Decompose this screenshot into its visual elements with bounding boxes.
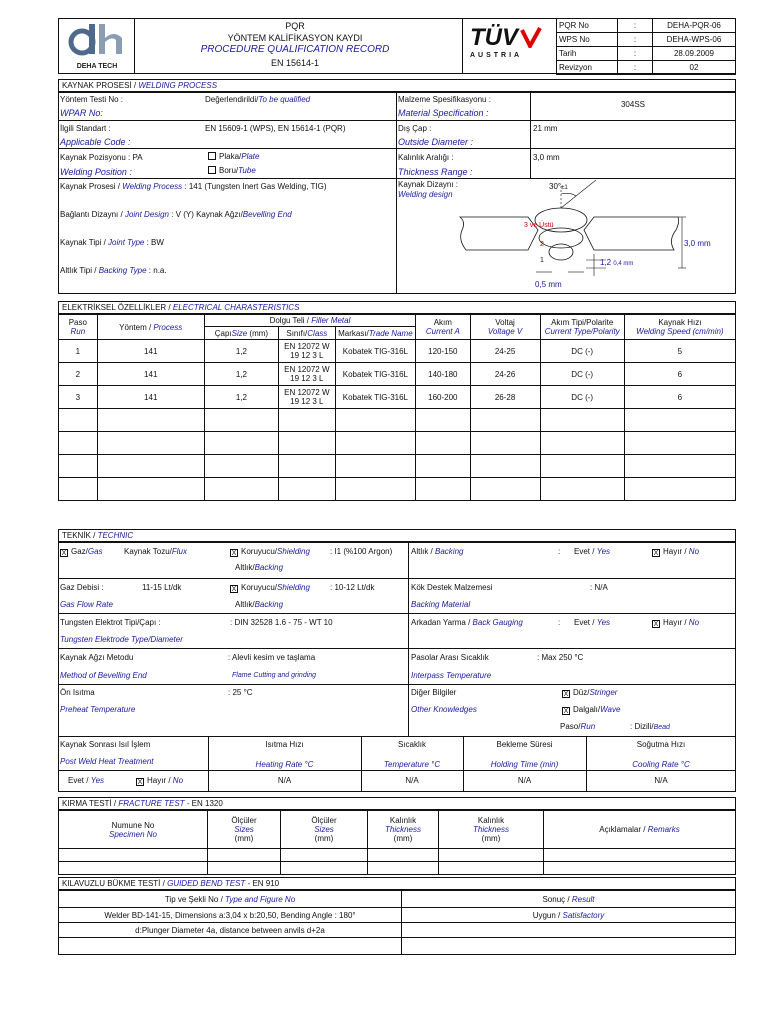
cell-run: 3 — [59, 386, 98, 409]
process-value: : 141 (Tungsten Inert Gas Welding, TIG) — [184, 182, 327, 191]
method-no-value-en: To be qualified — [258, 95, 311, 104]
heating-rate-tr: Isıtma Hızı — [265, 740, 304, 749]
cell-polarity: DC (-) — [540, 363, 624, 386]
material-label-en: Material Specification : — [398, 108, 489, 118]
col-specimen-en: Specimen No — [108, 829, 158, 839]
type-row — [60, 238, 164, 248]
bend-test-table — [58, 890, 736, 955]
cell-trade: Kobatek TIG-316L — [335, 363, 415, 386]
thickness-label-en: Thickness Range : — [398, 167, 473, 177]
cell-trade: Kobatek TIG-316L — [335, 386, 415, 409]
method-no-value — [205, 95, 310, 105]
joint-value: : V (Y) Kaynak Ağzı/ — [171, 210, 243, 219]
method-no-label: Yöntem Testi No : — [60, 95, 123, 104]
electrical-table — [58, 314, 736, 501]
meta-table — [556, 18, 736, 75]
cell-class: EN 12072 W 19 12 3 L — [278, 386, 335, 409]
section-title-tr: TEKNİK / — [62, 531, 96, 540]
cell-class: EN 12072 W 19 12 3 L — [278, 363, 335, 386]
section-title-tr: KILAVUZLU BÜKME TESTİ / — [62, 879, 165, 888]
pass-type-value-tr: : Dizili/ — [630, 722, 654, 731]
cell-process: 141 — [97, 340, 204, 363]
root-face-value: 1,2 — [600, 258, 612, 267]
pass-type-value-en: Bead — [653, 724, 670, 731]
stringer-label: Düz/ — [573, 688, 590, 697]
plate-checkbox[interactable] — [208, 152, 216, 160]
backing-gas-en: Backing — [254, 563, 284, 572]
meta-value: DEHA-WPS-06 — [653, 33, 736, 47]
preheat-value: : 25 °C — [228, 688, 253, 697]
type-label: Kaynak Tipi / — [60, 238, 106, 247]
holding-time-tr: Bekleme Süresi — [496, 740, 553, 749]
standard-label-en: Applicable Code : — [60, 137, 131, 147]
shielding-value: : I1 (%100 Argon) — [330, 547, 393, 556]
welding-process-header — [58, 79, 736, 92]
meta-sep: : — [618, 19, 653, 33]
table-row-empty — [59, 938, 736, 955]
no-label-en: No — [688, 547, 700, 556]
pwht-no-checkbox[interactable]: X — [137, 779, 143, 786]
interpass-label: Pasolar Arası Sıcaklık — [411, 653, 489, 662]
position-label: Kaynak Pozisyonu : PA — [60, 153, 143, 162]
col-current: Akım — [433, 318, 452, 327]
cell-type: d:Plunger Diameter 4a, distance between anvils d+2a — [59, 923, 402, 938]
no-label-en: No — [688, 618, 700, 627]
pqr-label: PQR — [285, 21, 305, 31]
sketch-layer-1: 1 — [540, 257, 544, 264]
backing-no-checkbox[interactable]: X — [653, 550, 659, 557]
electrode-value: : DIN 32528 1.6 - 75 - WT 10 — [230, 618, 333, 627]
interpass-value: : Max 250 °C — [537, 653, 584, 662]
table-row-empty — [59, 409, 736, 432]
col-class: Sınıfı/ — [286, 328, 308, 338]
section-title-en: GUIDED BEND TEST - — [167, 879, 251, 888]
title-standard: EN 15614-1 — [270, 58, 320, 68]
yes-label: Evet / — [574, 547, 595, 556]
plate-label: Plaka/ — [219, 152, 242, 161]
sketch-gap: 0,5 mm — [535, 280, 562, 289]
meta-value: 02 — [653, 61, 736, 75]
table-row — [59, 908, 736, 923]
gas-label-en: Gas — [87, 547, 103, 556]
holding-time-value: N/A — [517, 776, 532, 785]
col-voltage-en: Voltage V — [487, 327, 523, 336]
cell-process: 141 — [97, 363, 204, 386]
cooling-rate-tr: Soğutma Hızı — [636, 740, 686, 749]
stringer-checkbox[interactable]: X — [563, 691, 569, 698]
backing-gas-tr: Altlık/ — [235, 563, 255, 572]
col-size-1-en: Sizes — [234, 825, 254, 834]
plate-label-en: Plate — [241, 152, 260, 161]
result-tr: Uygun / — [532, 910, 561, 920]
meta-value: 28.09.2009 — [653, 47, 736, 61]
material-value: 304SS — [620, 100, 646, 109]
col-speed: Kaynak Hızı — [658, 318, 702, 327]
table-row-empty — [59, 862, 736, 875]
sketch-layer-3: 3 ve Üstü — [524, 222, 554, 229]
col-size-2-en: Sizes — [314, 825, 334, 834]
electrical-header — [58, 301, 736, 314]
material-label: Malzeme Spesifikasyonu : — [398, 95, 491, 104]
meta-label: WPS No — [557, 33, 618, 47]
col-remarks: Açıklamalar / — [599, 825, 646, 834]
meta-value: DEHA-PQR-06 — [653, 19, 736, 33]
fracture-test-header — [58, 797, 736, 810]
root-face-tolerance: 0,4 mm — [613, 261, 634, 267]
table-row — [59, 363, 736, 386]
col-trade: Markası/ — [338, 328, 369, 338]
preheat-label: Ön Isıtma — [60, 688, 95, 697]
gas-label: Gaz/ — [71, 547, 88, 556]
holding-time-label — [464, 740, 585, 770]
electrode-label-en: Tungsten Elektrode Type/Diameter — [60, 635, 183, 644]
pass-type-en: Run — [580, 722, 596, 731]
tuv-logo-text: TÜV — [470, 24, 518, 51]
cooling-rate-en: Cooling Rate °C — [632, 760, 690, 769]
col-size-1: Ölçüler — [231, 816, 257, 825]
shielding-flow-option[interactable] — [230, 583, 310, 593]
diameter-label: Dış Çap : — [398, 124, 432, 133]
wave-label-en: Wave — [600, 705, 621, 714]
cell-size: 1,2 — [204, 363, 278, 386]
angle-value: 30° — [549, 182, 562, 191]
col-type: Tip ve Şekli No / — [164, 894, 223, 904]
back-gouging-tr: Arkadan Yarma / — [411, 618, 471, 627]
diameter-label-en: Outside Diameter : — [398, 137, 474, 147]
logo-text: DEHA TECH — [76, 63, 118, 70]
joint-row — [60, 210, 292, 220]
backing-colon: : — [558, 547, 561, 556]
backing-question-en: Backing — [435, 547, 464, 556]
preheat-label-en: Preheat Temperature — [60, 705, 136, 714]
flow-label: Gaz Debisi : — [60, 583, 104, 592]
joint-label-en: Joint Design — [124, 210, 169, 219]
cooling-rate-label — [587, 740, 735, 770]
backing-question — [411, 547, 463, 557]
method-no-value-tr: Değerlendirildi/ — [205, 95, 259, 104]
col-result: Sonuç / — [542, 894, 570, 904]
sketch-angle — [549, 182, 568, 193]
col-size: Çapı — [214, 328, 232, 338]
shielding-label: Koruyucu/ — [241, 547, 278, 556]
gouging-no-checkbox[interactable]: X — [653, 621, 659, 628]
col-voltage: Voltaj — [495, 318, 515, 327]
tuv-austria-logo — [470, 26, 550, 66]
meta-sep: : — [618, 47, 653, 61]
interpass-label-en: Interpass Temperature — [411, 671, 492, 680]
section-title-en: ELECTRICAL CHARASTERISTICS — [172, 303, 300, 312]
table-row — [59, 386, 736, 409]
col-process: Yöntem / — [119, 322, 152, 332]
shielding-option[interactable] — [230, 547, 310, 557]
backing-label-en: Backing Type — [98, 266, 147, 275]
process-label: Kaynak Prosesi / — [60, 182, 121, 191]
col-size-2: Ölçüler — [311, 816, 337, 825]
sketch-layer-2: 2 — [540, 241, 544, 248]
backing-material-label-en: Backing Material — [411, 600, 471, 609]
plate-option[interactable] — [208, 152, 259, 162]
cell-current: 120-150 — [416, 340, 470, 363]
table-row — [59, 923, 736, 938]
cell-speed: 5 — [624, 340, 735, 363]
other-label: Diğer Bilgiler — [411, 688, 457, 697]
col-polarity: Akım Tipi/Polarite — [551, 318, 614, 327]
cell-run: 1 — [59, 340, 98, 363]
col-pass-en: Run — [70, 327, 86, 336]
table-row-empty — [59, 478, 736, 501]
cell-voltage: 24-25 — [470, 340, 540, 363]
col-size-unit: (mm) — [249, 328, 269, 338]
pwht-yes-option[interactable] — [68, 776, 104, 786]
col-thickness-1: Kalınlık — [389, 816, 417, 825]
cell-run: 2 — [59, 363, 98, 386]
cell-polarity: DC (-) — [540, 386, 624, 409]
bevel-method-value: : Alevli kesim ve taşlama — [228, 653, 316, 662]
backing-flow-en: Backing — [254, 600, 284, 609]
yes-label-en: Yes — [596, 618, 611, 627]
cell-class: EN 12072 W 19 12 3 L — [278, 340, 335, 363]
yes-label: Evet / — [68, 776, 89, 785]
position-label-en: Welding Position : — [60, 167, 132, 177]
heating-rate-label — [209, 740, 360, 770]
thickness-value: 3,0 mm — [533, 153, 560, 162]
col-thickness-1-en: Thickness — [384, 825, 421, 834]
col-current-en: Current A — [425, 327, 460, 336]
col-unit: (mm) — [314, 834, 334, 843]
joint-value-en: Bevelling End — [242, 210, 292, 219]
backing-yes-option[interactable] — [574, 547, 610, 557]
cell-speed: 6 — [624, 386, 735, 409]
electrode-label: Tungsten Elektrot Tipi/Çapı : — [60, 618, 161, 627]
table-row-empty — [59, 432, 736, 455]
tube-option[interactable] — [208, 166, 256, 176]
meta-label: PQR No — [557, 19, 618, 33]
result-en: Satisfactory — [562, 910, 605, 920]
section-title-tr: KIRMA TESTİ / — [62, 799, 117, 808]
cell-current: 140-180 — [416, 363, 470, 386]
title-en: PROCEDURE QUALIFICATION RECORD — [200, 44, 390, 55]
col-process-en: Process — [153, 322, 183, 332]
process-row — [60, 182, 327, 192]
pass-type-label — [560, 722, 595, 732]
col-specimen: Numune No — [111, 820, 155, 830]
no-label: Hayır / — [663, 618, 687, 627]
gas-option[interactable] — [60, 547, 103, 557]
meta-label: Revizyon — [557, 61, 618, 75]
heating-rate-en: Heating Rate °C — [255, 760, 314, 769]
meta-label: Tarih — [557, 47, 618, 61]
section-title-tr: KAYNAK PROSESİ / — [62, 81, 137, 90]
meta-sep: : — [618, 61, 653, 75]
yes-label-en: Yes — [596, 547, 611, 556]
backing-gas-label — [235, 563, 283, 573]
cooling-rate-value: N/A — [654, 776, 668, 785]
cell-speed: 6 — [624, 363, 735, 386]
shielding-label-en: Shielding — [277, 547, 310, 556]
col-thickness-2-en: Thickness — [472, 825, 509, 834]
backing-row — [60, 266, 167, 276]
section-title-en: FRACTURE TEST - — [118, 799, 190, 808]
angle-tolerance: ±1 — [561, 185, 568, 191]
gouging-no-option[interactable] — [652, 618, 699, 628]
flux-label-tr: Kaynak Tozu/ — [124, 547, 172, 556]
fracture-test-table — [58, 810, 736, 875]
bevel-method-label-en: Method of Bevelling End — [60, 671, 147, 680]
process-label-en: Welding Process — [122, 182, 183, 191]
col-result-en: Result — [571, 894, 595, 904]
tube-label: Boru/ — [219, 166, 239, 175]
section-standard: EN 910 — [252, 879, 280, 888]
col-thickness-2: Kalınlık — [477, 816, 505, 825]
standard-label: İlgili Standart : — [60, 124, 111, 133]
backing-material-label: Kök Destek Malzemesi — [411, 583, 493, 592]
thickness-label: Kalınlık Aralığı : — [398, 153, 454, 162]
shielding-flow-value: : 10-12 Lt/dk — [330, 583, 375, 592]
col-type-en: Type and Figure No — [225, 894, 296, 904]
cell-size: 1,2 — [204, 386, 278, 409]
cell-trade: Kobatek TIG-316L — [335, 340, 415, 363]
flow-value: 11-15 Lt/dk — [142, 583, 182, 592]
table-row-empty — [59, 455, 736, 478]
backing-material-value: : N/A — [590, 583, 608, 592]
backing-question-tr: Altlık / — [411, 547, 433, 556]
backing-value: : n.a. — [148, 266, 167, 275]
pwht-label: Kaynak Sonrası Isıl İşlem — [60, 740, 151, 749]
title-tr: YÖNTEM KALİFİKASYON KAYDI — [227, 33, 363, 43]
flow-label-en: Gas Flow Rate — [60, 600, 113, 609]
temperature-tr: Sıcaklık — [397, 740, 426, 749]
cell-result — [402, 923, 736, 938]
temperature-en: Temperature °C — [383, 760, 441, 769]
no-label: Hayır / — [663, 547, 687, 556]
section-standard: EN 1320 — [191, 799, 223, 808]
backing-label: Altlık Tipi / — [60, 266, 97, 275]
cell-current: 160-200 — [416, 386, 470, 409]
stringer-label-en: Stringer — [589, 688, 618, 697]
section-title-en: TECHNIC — [97, 531, 134, 540]
col-remarks-en: Remarks — [647, 825, 680, 834]
pass-type-value — [630, 722, 670, 733]
col-polarity-en: Current Type/Polarity — [544, 327, 620, 336]
col-unit: (mm) — [234, 834, 254, 843]
shielding-flow-label: Koruyucu/ — [241, 583, 278, 592]
no-label: Hayır / — [147, 776, 171, 785]
bevel-method-label: Kaynak Ağzı Metodu — [60, 653, 134, 662]
table-row — [59, 340, 736, 363]
back-gouging-en: Back Gauging — [472, 618, 523, 627]
gouging-yes-option[interactable] — [574, 618, 610, 628]
wave-option[interactable] — [562, 705, 620, 715]
col-filler-en: Filler Metal — [311, 316, 351, 325]
weld-joint-sketch — [456, 180, 726, 290]
section-title-tr: ELEKTRİKSEL ÖZELLİKLER / — [62, 303, 171, 312]
shielding-flow-label-en: Shielding — [277, 583, 310, 592]
col-trade-en: Trade Name — [368, 328, 413, 338]
meta-sep: : — [618, 33, 653, 47]
shielding-flow-checkbox[interactable]: X — [231, 586, 237, 593]
pwht-no-option[interactable] — [136, 776, 183, 786]
col-unit: (mm) — [481, 834, 501, 843]
design-label: Kaynak Dizaynı : — [398, 180, 459, 189]
joint-label: Bağlantı Dizaynı / — [60, 210, 123, 219]
cell-type: Welder BD-141-15, Dimensions a:3,04 x b:20,50, Bending Angle : 180° — [59, 908, 402, 923]
wave-label: Dalgalı/ — [573, 705, 601, 714]
gas-checkbox[interactable]: X — [61, 550, 67, 557]
type-label-en: Joint Type — [108, 238, 145, 247]
heating-rate-value: N/A — [277, 776, 292, 785]
backing-flow-label — [235, 600, 283, 610]
technic-header — [58, 529, 736, 542]
flux-label — [124, 547, 187, 557]
cell-size: 1,2 — [204, 340, 278, 363]
cell-voltage: 24-26 — [470, 363, 540, 386]
cell-voltage: 26-28 — [470, 386, 540, 409]
backing-flow-tr: Altlık/ — [235, 600, 255, 609]
diameter-value: 21 mm — [533, 124, 558, 133]
yes-label-en: Yes — [90, 776, 105, 785]
col-pass: Paso — [68, 318, 87, 327]
wpar-label: WPAR No: — [60, 108, 103, 118]
tube-checkbox[interactable] — [208, 166, 216, 174]
bend-test-header — [58, 877, 736, 890]
pwht-label-en: Post Weld Heat Treatment — [60, 757, 154, 766]
back-gouging-label — [411, 618, 523, 628]
type-value: : BW — [146, 238, 164, 247]
other-label-en: Other Knowledges — [411, 705, 477, 714]
temperature-label — [362, 740, 462, 770]
cell-result — [402, 908, 736, 923]
shielding-checkbox[interactable]: X — [231, 550, 237, 557]
col-filler: Dolgu Teli / — [269, 316, 309, 325]
temperature-value: N/A — [405, 776, 419, 785]
standard-value: EN 15609-1 (WPS), EN 15614-1 (PQR) — [205, 124, 346, 133]
table-row-empty — [59, 849, 736, 862]
col-size-en: Size — [231, 328, 248, 338]
backing-no-option[interactable] — [652, 547, 699, 557]
stringer-option[interactable] — [562, 688, 617, 698]
deha-tech-logo — [62, 20, 132, 70]
col-speed-en: Welding Speed (cm/min) — [636, 327, 724, 336]
section-title-en: WELDING PROCESS — [138, 81, 218, 90]
cell-polarity: DC (-) — [540, 340, 624, 363]
cell-process: 141 — [97, 386, 204, 409]
col-class-en: Class — [307, 328, 328, 338]
yes-label: Evet / — [574, 618, 595, 627]
sketch-root-face — [600, 258, 633, 269]
sketch-thickness: 3,0 mm — [684, 239, 711, 248]
holding-time-en: Holding Time (min) — [490, 760, 559, 769]
tube-label-en: Tube — [238, 166, 256, 175]
no-label-en: No — [172, 776, 184, 785]
flux-label-en: Flux — [171, 547, 188, 556]
col-unit: (mm) — [393, 834, 413, 843]
wave-checkbox[interactable]: X — [563, 708, 569, 715]
design-label-en: Welding design — [398, 190, 453, 199]
bevel-method-value-en: Flame Cutting and grinding — [232, 672, 317, 679]
gouging-colon: : — [558, 618, 561, 627]
pass-type-tr: Paso/ — [560, 722, 581, 731]
tuv-logo-sub: AUSTRIA — [470, 52, 523, 59]
